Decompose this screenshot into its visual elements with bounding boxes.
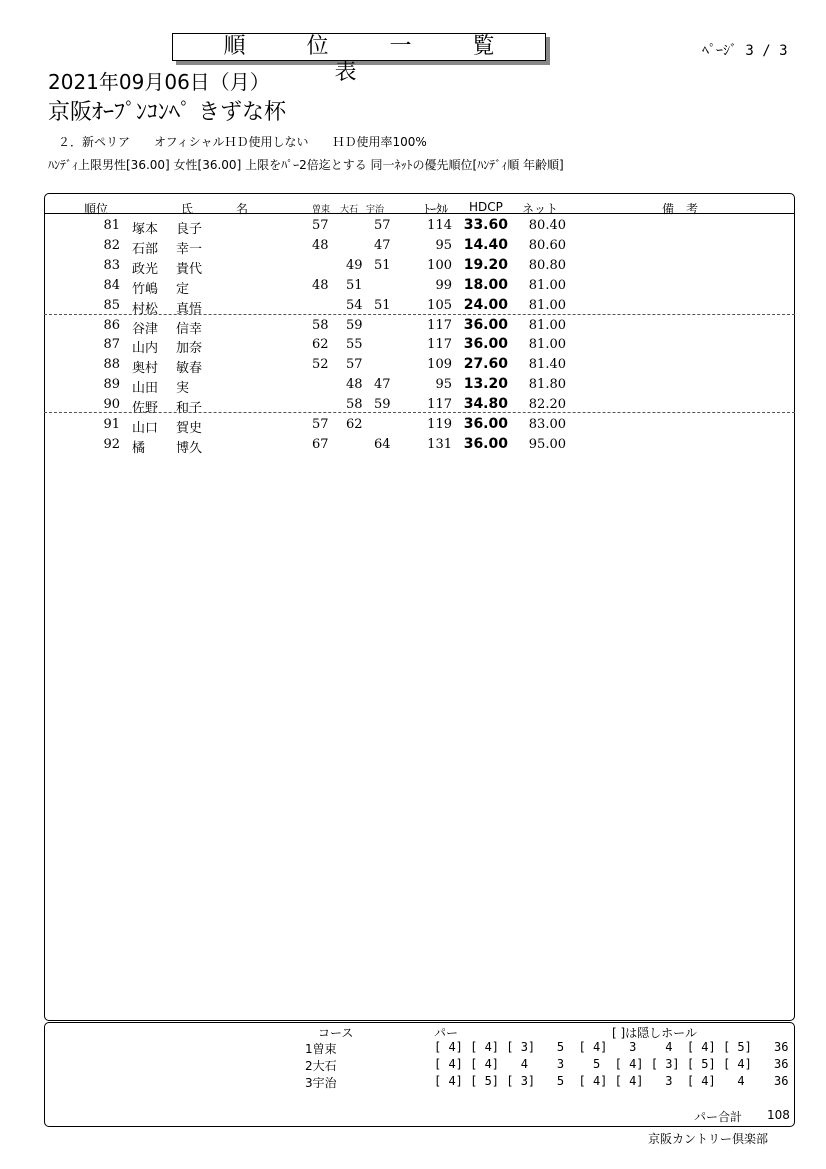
cell-rank: 85: [103, 297, 120, 313]
cell-course-2-score: 48: [346, 377, 363, 393]
hidden-hole-note: [ ]は隠しホール: [612, 1026, 697, 1040]
table-row: [0, 374, 826, 397]
cell-hdcp: 36.00: [463, 416, 508, 432]
course-label: コース: [318, 1026, 354, 1040]
col-header-rank: 順位: [84, 202, 109, 216]
cell-course-2-score: 58: [346, 397, 363, 413]
col-header-name-1: 氏: [181, 202, 194, 216]
cell-hdcp: 19.20: [463, 256, 508, 273]
cell-given-name: 定: [176, 281, 190, 297]
cell-given-name: 敏春: [176, 361, 203, 377]
cell-net: 80.40: [528, 218, 566, 233]
cell-surname: 山田: [132, 381, 159, 397]
course-holes: [ 4] [ 4] 4 3 5 [ 4] [ 3] [ 5] [ 4]: [434, 1057, 752, 1071]
cell-rank: 89: [103, 377, 120, 393]
cell-net: 80.80: [528, 257, 566, 273]
cell-course-1-score: 67: [312, 436, 329, 452]
cell-course-2-score: 59: [346, 317, 363, 333]
cell-rank: 82: [103, 237, 120, 253]
cell-course-1-score: 58: [312, 317, 329, 333]
cell-course-3-score: 51: [374, 257, 391, 273]
cell-course-2-score: 55: [346, 337, 363, 353]
cell-total: 119: [427, 417, 452, 432]
cell-course-2-score: 54: [346, 297, 363, 313]
cell-surname: 政光: [132, 261, 159, 277]
cell-rank: 84: [103, 277, 120, 293]
group-divider: [44, 314, 795, 315]
cell-total: 131: [427, 436, 452, 452]
cell-course-2-score: 49: [346, 257, 363, 273]
cell-total: 95: [435, 237, 452, 253]
table-row: [0, 235, 826, 255]
col-header-hdcp: HDCP: [469, 200, 503, 214]
cell-course-2-score: 57: [346, 357, 363, 373]
cell-surname: 竹嶋: [132, 281, 159, 297]
par-total-label: パー合計: [694, 1110, 743, 1124]
header-divider: [44, 213, 795, 214]
cell-course-3-score: 47: [374, 377, 391, 393]
cell-surname: 佐野: [132, 401, 159, 417]
course-name: 2大石: [305, 1059, 337, 1073]
course-par-total: 36: [774, 1057, 789, 1071]
competition-name: 京阪ｵｰﾌﾟﾝｺﾝﾍﾟ きずな杯: [48, 100, 286, 125]
course-par-total: 36: [774, 1040, 789, 1054]
cell-total: 105: [427, 297, 452, 313]
cell-rank: 87: [103, 337, 120, 353]
table-row: [0, 275, 826, 295]
cell-hdcp: 36.00: [463, 435, 508, 452]
handicap-rules-note: ﾊﾝﾃﾞｨ上限男性[36.00] 女性[36.00] 上限をﾊﾟｰ2倍迄とする 同一ﾈｯﾄの優先順位[ﾊﾝﾃﾞｨ順 年齢順]: [48, 158, 564, 172]
cell-rank: 86: [103, 317, 120, 333]
cell-surname: 村松: [132, 301, 159, 317]
cell-course-3-score: 51: [374, 297, 391, 313]
course-holes: [ 4] [ 4] [ 3] 5 [ 4] 3 4 [ 4] [ 5]: [434, 1040, 752, 1054]
cell-net: 80.60: [528, 237, 566, 253]
cell-rank: 92: [103, 436, 120, 452]
col-header-course-3: 宇治: [366, 205, 385, 215]
course-name: 1曽束: [305, 1042, 337, 1056]
cell-net: 82.20: [528, 397, 566, 413]
page-indicator: ﾍﾟｰｼﾞ 3 / 3: [702, 43, 788, 59]
cell-net: 83.00: [528, 417, 566, 432]
col-header-net: ネット: [522, 202, 559, 216]
cell-hdcp: 24.00: [463, 296, 508, 313]
cell-given-name: 信幸: [176, 321, 203, 337]
col-header-course-2: 大石: [340, 205, 359, 215]
cell-net: 81.00: [528, 317, 566, 333]
cell-given-name: 幸一: [176, 241, 203, 257]
cell-course-3-score: 57: [374, 218, 391, 233]
event-date: 2021年09月06日（月）: [48, 70, 270, 94]
col-header-total: ﾄｰﾀﾙ: [424, 202, 449, 216]
cell-given-name: 賀史: [176, 421, 203, 436]
cell-course-3-score: 47: [374, 237, 391, 253]
cell-total: 95: [435, 377, 452, 393]
table-row: [0, 315, 826, 335]
cell-given-name: 貴代: [176, 261, 203, 277]
par-label: パー: [434, 1026, 459, 1040]
cell-total: 100: [427, 257, 452, 273]
cell-surname: 谷津: [132, 321, 159, 337]
cell-given-name: 和子: [176, 401, 203, 417]
cell-hdcp: 36.00: [463, 316, 508, 333]
cell-hdcp: 27.60: [463, 356, 508, 373]
cell-net: 81.80: [528, 377, 566, 393]
cell-net: 81.00: [528, 277, 566, 293]
course-name: 3宇治: [305, 1076, 337, 1090]
cell-course-1-score: 48: [312, 237, 329, 253]
cell-course-1-score: 57: [312, 417, 329, 432]
cell-total: 117: [427, 337, 452, 353]
col-header-name-2: 名: [236, 202, 249, 216]
cell-rank: 88: [103, 357, 120, 373]
cell-total: 109: [427, 357, 452, 373]
cell-course-1-score: 52: [312, 357, 329, 373]
cell-surname: 塚本: [132, 222, 159, 237]
cell-hdcp: 33.60: [463, 217, 508, 233]
table-row: [0, 354, 826, 377]
course-par-total: 36: [774, 1074, 789, 1088]
cell-surname: 石部: [132, 241, 159, 257]
cell-net: 81.40: [528, 357, 566, 373]
cell-given-name: 実: [176, 381, 190, 397]
cell-rank: 81: [103, 218, 120, 233]
cell-hdcp: 18.00: [463, 276, 508, 293]
cell-net: 81.00: [528, 337, 566, 353]
cell-given-name: 良子: [176, 222, 203, 237]
club-name: 京阪カントリー倶楽部: [648, 1132, 769, 1146]
cell-course-1-score: 62: [312, 337, 329, 353]
table-row: [0, 414, 826, 434]
table-row: [0, 255, 826, 275]
cell-net: 95.00: [528, 436, 566, 452]
cell-rank: 90: [103, 397, 120, 413]
cell-course-3-score: 64: [374, 436, 391, 452]
cell-total: 114: [427, 218, 452, 233]
cell-given-name: 加奈: [176, 341, 203, 357]
cell-given-name: 真悟: [176, 301, 203, 317]
table-row: [0, 334, 826, 357]
cell-hdcp: 34.80: [463, 396, 508, 413]
table-row: [0, 215, 826, 235]
cell-given-name: 博久: [176, 440, 203, 456]
cell-total: 99: [435, 277, 452, 293]
cell-hdcp: 36.00: [463, 336, 508, 353]
cell-course-2-score: 51: [346, 277, 363, 293]
title-box: [172, 33, 546, 85]
cell-rank: 91: [103, 417, 120, 432]
col-header-course-1: 曽束: [312, 205, 331, 215]
table-row: [0, 434, 826, 454]
group-divider: [44, 412, 795, 413]
cell-surname: 山口: [132, 421, 159, 436]
scoring-method-note: ２．新ペリア オフィシャルＨＤ使用しない ＨＤ使用率100%: [58, 135, 427, 149]
cell-course-1-score: 48: [312, 277, 329, 293]
cell-total: 117: [427, 317, 452, 333]
cell-rank: 83: [103, 257, 120, 273]
page-title: 順 位 一 覧 表: [223, 34, 522, 85]
cell-course-3-score: 59: [374, 397, 391, 413]
par-total-value: 108: [767, 1108, 790, 1122]
cell-hdcp: 14.40: [463, 236, 508, 253]
cell-course-2-score: 62: [346, 417, 363, 432]
course-holes: [ 4] [ 5] [ 3] 5 [ 4] [ 4] 3 [ 4] 4: [434, 1074, 752, 1088]
cell-surname: 山内: [132, 341, 159, 357]
cell-course-1-score: 57: [312, 218, 329, 233]
cell-hdcp: 13.20: [463, 376, 508, 393]
cell-surname: 奥村: [132, 361, 159, 377]
col-header-remarks: 備 考: [662, 202, 699, 216]
cell-net: 81.00: [528, 297, 566, 313]
table-row: [0, 295, 826, 315]
cell-surname: 橘: [132, 440, 146, 456]
cell-total: 117: [427, 397, 452, 413]
